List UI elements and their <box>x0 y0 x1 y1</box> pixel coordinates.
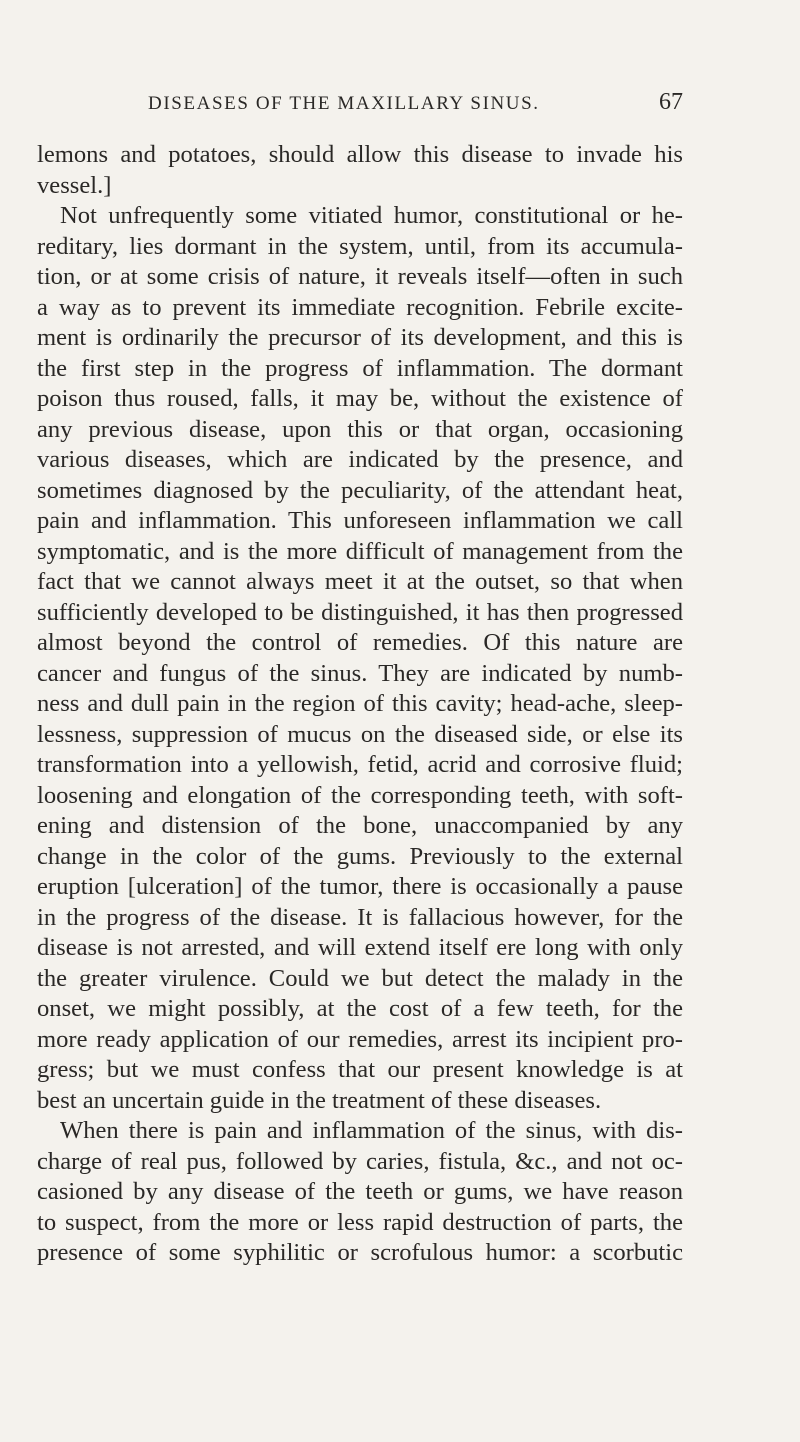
text-line: When there is pain and inflammation of the sinus, with dis- <box>60 1117 683 1144</box>
page-header <box>148 89 683 123</box>
text-line: best an uncertain guide in the treatment of these diseases. <box>37 1086 602 1114</box>
text-line: vessel.] <box>37 171 112 199</box>
text-line: change in the color of the gums. Previously to the external <box>37 842 683 870</box>
text-line: ment is ordinarily the precursor of its development, and this is <box>37 324 683 351</box>
text-line: casioned by any disease of the teeth or gums, we have reason <box>37 1178 683 1205</box>
text-line: the first step in the progress of inflammation. The dormant <box>37 354 683 382</box>
text-line: sufficiently developed to be distinguished, it has then progressed <box>37 598 683 626</box>
text-line: presence of some syphilitic or scrofulous humor: a scorbutic <box>37 1239 683 1266</box>
text-line: ening and distension of the bone, unaccompanied by any <box>37 812 683 839</box>
text-line: onset, we might possibly, at the cost of a few teeth, for the <box>37 995 683 1022</box>
text-line: tion, or at some crisis of nature, it reveals itself—often in such <box>37 263 683 290</box>
body-text <box>37 140 683 1269</box>
text-line: pain and inflammation. This unforeseen inflammation we call <box>37 507 683 534</box>
text-line: almost beyond the control of remedies. Of this nature are <box>37 629 683 656</box>
text-line: Not unfrequently some vitiated humor, constitutional or he- <box>60 202 683 229</box>
text-line: to suspect, from the more or less rapid destruction of parts, the <box>37 1208 683 1236</box>
text-line: fact that we cannot always meet it at the outset, so that when <box>37 568 683 595</box>
text-line: more ready application of our remedies, arrest its incipient pro- <box>37 1025 683 1053</box>
text-line: charge of real pus, followed by caries, fistula, &c., and not oc- <box>37 1147 683 1175</box>
text-line: any previous disease, upon this or that organ, occasioning <box>37 415 683 443</box>
running-title: DISEASES OF THE MAXILLARY SINUS. <box>148 93 540 114</box>
text-line: ness and dull pain in the region of this cavity; head-ache, sleep- <box>37 690 683 717</box>
text-line: cancer and fungus of the sinus. They are indicated by numb- <box>37 659 683 687</box>
text-line: eruption [ulceration] of the tumor, there is occasionally a pause <box>37 873 683 900</box>
text-line: gress; but we must confess that our present knowledge is at <box>37 1056 683 1083</box>
text-line: symptomatic, and is the more difficult of management from the <box>37 537 683 565</box>
text-line: lemons and potatoes, should allow this disease to invade his <box>37 141 683 168</box>
text-line: a way as to prevent its immediate recognition. Febrile excite- <box>37 293 683 321</box>
text-line: sometimes diagnosed by the peculiarity, of the attendant heat, <box>37 476 683 504</box>
text-line: in the progress of the disease. It is fallacious however, for the <box>37 903 683 931</box>
text-line: the greater virulence. Could we but detect the malady in the <box>37 964 683 992</box>
text-line: lessness, suppression of mucus on the diseased side, or else its <box>37 720 683 748</box>
text-line: various diseases, which are indicated by the presence, and <box>37 446 683 473</box>
page-number: 67 <box>659 89 683 115</box>
text-line: poison thus roused, falls, it may be, without the existence of <box>37 385 683 412</box>
text-line: disease is not arrested, and will extend itself ere long with only <box>37 934 683 961</box>
text-line: loosening and elongation of the corresponding teeth, with soft- <box>37 781 683 809</box>
text-line: transformation into a yellowish, fetid, acrid and corrosive fluid; <box>37 751 683 778</box>
text-line: reditary, lies dormant in the system, until, from its accumula- <box>37 232 683 260</box>
